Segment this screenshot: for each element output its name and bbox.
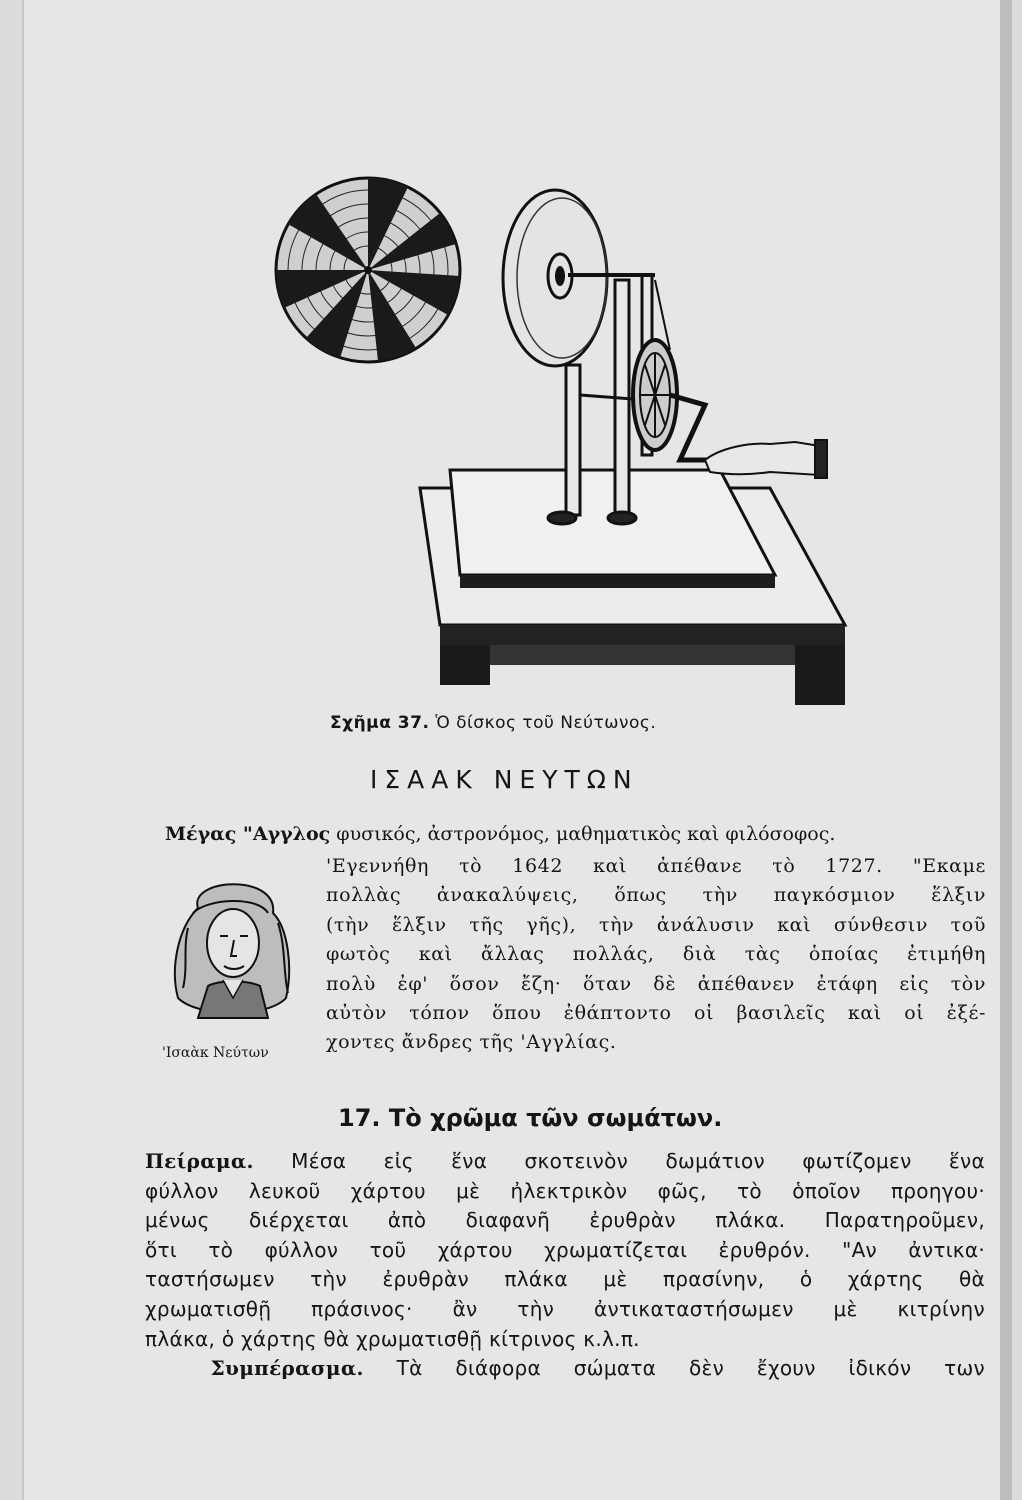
apparatus-base xyxy=(420,470,845,705)
bio-line: (τὴν ἕλξιν τῆς γῆς), τὴν ἀνάλυσιν καὶ σύνθεσιν τοῦ xyxy=(326,913,986,936)
section-heading: 17. Τὸ χρῶμα τῶν σωμάτων. xyxy=(338,1104,723,1132)
experiment-line: ὅτι τὸ φύλλον τοῦ χάρτου χρωματίζεται ἐρυθρόν. "Αν ἀντικα· xyxy=(145,1237,985,1262)
section-body xyxy=(145,1147,985,1384)
bio-line: αὐτὸν τόπον ὅπου ἐθάπτοντο οἱ βασιλεῖς καὶ οἱ ἐξέ- xyxy=(326,1002,986,1025)
conclusion-text: Τὰ διάφορα σώματα δὲν ἔχουν ἰδικόν των xyxy=(396,1356,985,1381)
figure-label: Σχῆμα 37. xyxy=(330,713,430,733)
bio-line: φωτὸς καὶ ἄλλας πολλάς, διὰ τὰς ὁποίας ἐτιμήθη xyxy=(326,943,986,966)
experiment-line: μένως διέρχεται ἀπὸ διαφανῆ ἐρυθρὰν πλάκα. Παρατηροῦμεν, xyxy=(145,1208,985,1233)
experiment-line: πλάκα, ὁ χάρτης θὰ χρωματισθῇ κίτρινος κ.λ.π. xyxy=(145,1326,640,1351)
bio-line: πολὺ ἐφ' ὅσον ἔζη· ὅταν δὲ ἀπέθανεν ἐτάφη εἰς τὸν xyxy=(326,972,986,995)
bio-lead: Μέγας "Αγγλος xyxy=(165,823,331,845)
newton-disc-illustration xyxy=(250,170,870,730)
hand xyxy=(705,440,827,478)
bio-line: πολλὰς ἀνακαλύψεις, ὅπως τὴν παγκόσμιον ἕλξιν xyxy=(326,884,986,907)
bio-first-line xyxy=(165,823,985,845)
bio-title: ΙΣΑΑΚ ΝΕΥΤΩΝ xyxy=(370,765,639,794)
spinning-disc xyxy=(503,190,655,366)
figure-title: Ὁ δίσκος τοῦ Νεύτωνος. xyxy=(435,713,657,733)
bio-line: χοντες ἄνδρες τῆς 'Αγγλίας. xyxy=(326,1031,617,1054)
bio-first-rest: φυσικός, ἀστρονόμος, μαθηματικὸς καὶ φιλόσοφος. xyxy=(336,823,836,845)
portrait-caption: 'Ισαὰκ Νεύτων xyxy=(162,1045,269,1061)
experiment-line: ταστήσωμεν τὴν ἐρυθρὰν πλάκα μὲ πρασίνην, ὁ χάρτης θὰ xyxy=(145,1267,985,1292)
bio-line: 'Εγεννήθη τὸ 1642 καὶ ἀπέθανε τὸ 1727. "Εκαμε xyxy=(326,855,986,877)
newton-portrait xyxy=(168,868,298,1028)
experiment-label: Πείραμα. xyxy=(145,1149,254,1173)
experiment-text: Μέσα εἰς ἕνα σκοτεινὸν δωμάτιον φωτίζομεν ἕνα xyxy=(291,1149,985,1173)
experiment-line xyxy=(145,1147,985,1177)
experiment-line: φύλλον λευκοῦ χάρτου μὲ ἠλεκτρικὸν φῶς, τὸ ὁποῖον προηγου· xyxy=(145,1178,985,1203)
conclusion-label: Συμπέρασμα. xyxy=(210,1356,364,1381)
figure-caption xyxy=(330,713,656,733)
bio-text xyxy=(326,852,986,1058)
conclusion-line xyxy=(145,1354,985,1384)
experiment-line: χρωματισθῇ πράσινος· ἂν τὴν ἀντικαταστήσωμεν μὲ κιτρίνην xyxy=(145,1296,985,1321)
color-wheel xyxy=(276,178,460,362)
page-edge xyxy=(1000,0,1012,1500)
